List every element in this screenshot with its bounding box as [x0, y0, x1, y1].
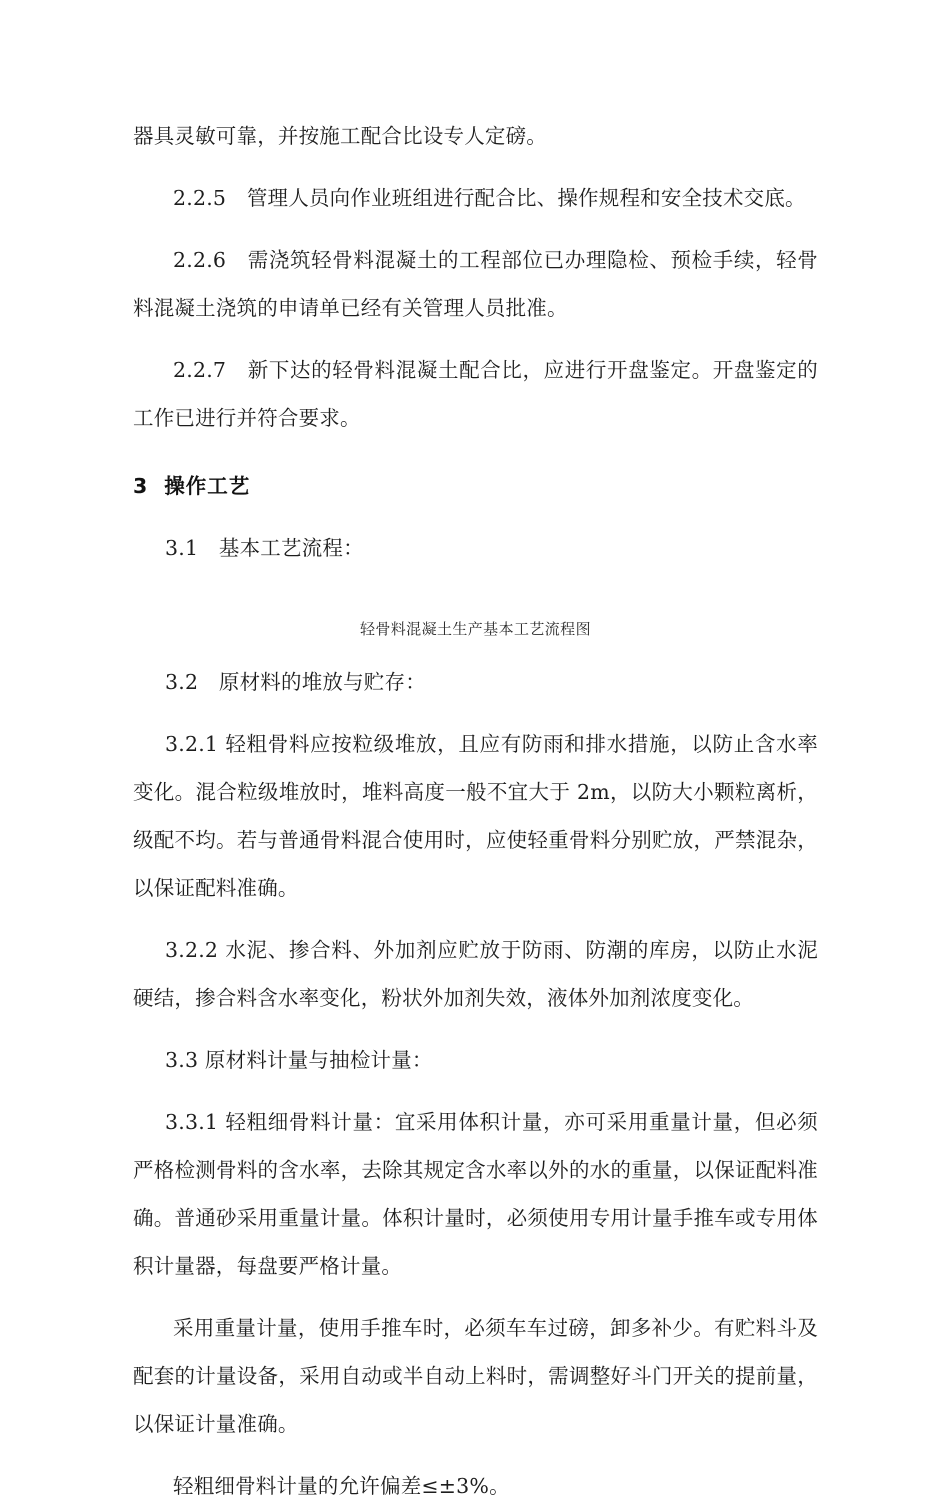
spacer [133, 442, 818, 462]
process-flow-figure [133, 572, 818, 644]
clause-3-3: 3.3 原材料计量与抽检计量： [165, 1048, 433, 1072]
paragraph-weight-metering: 采用重量计量，使用手推车时，必须车车过磅，卸多补少。有贮料斗及配套的计量设备，采用自动或半自动上料时，需调整好斗门开关的提前量，以保证计量准确。 [133, 1316, 818, 1436]
spacer [133, 510, 818, 524]
clause-3-2-1: 3.2.1 轻粗骨料应按粒级堆放，且应有防雨和排水措施，以防止含水率变化。混合粒级堆放时，堆料高度一般不宜大于 2m，以防大小颗粒离析，级配不均。若与普通骨料混合使用时，应使轻重骨料分别贮放，严禁混杂，以保证配料准确。 [133, 732, 818, 900]
clause-3-1: 3.1 基本工艺流程： [165, 536, 364, 560]
clause-3-3-1: 3.3.1 轻粗细骨料计量：宜采用体积计量，亦可采用重量计量，但必须严格检测骨料的含水率，去除其规定含水率以外的水的重量，以保证配料准确。普通砂采用重量计量。体积计量时，必须使用专用计量手推车或专用体积计量器，每盘要严格计量。 [133, 1110, 818, 1278]
section-heading-3 [133, 462, 818, 510]
spacer [133, 644, 818, 658]
spacer [133, 332, 818, 346]
clause-2-2-5: 2.2.5 管理人员向作业班组进行配合比、操作规程和安全技术交底。 [173, 186, 806, 210]
clause-2-2-6: 2.2.6 需浇筑轻骨料混凝土的工程部位已办理隐检、预检手续，轻骨料混凝土浇筑的申请单已经有关管理人员批准。 [133, 248, 818, 320]
spacer [133, 1022, 818, 1036]
section-heading-3-number: 3 [133, 474, 149, 498]
spacer [133, 1290, 818, 1304]
spacer [133, 706, 818, 720]
clause-2-2-7: 2.2.7 新下达的轻骨料混凝土配合比，应进行开盘鉴定。开盘鉴定的工作已进行并符合要求。 [133, 358, 818, 430]
process-flow-figure-canvas [133, 572, 818, 614]
clause-3-2-2: 3.2.2 水泥、掺合料、外加剂应贮放于防雨、防潮的库房，以防止水泥硬结，掺合料含水率变化，粉状外加剂失效，液体外加剂浓度变化。 [133, 938, 818, 1010]
clause-3-2: 3.2 原材料的堆放与贮存： [165, 670, 426, 694]
spacer [133, 160, 818, 174]
spacer [133, 222, 818, 236]
document-body [133, 112, 818, 1510]
paragraph-tolerance: 轻粗细骨料计量的允许偏差≤±3%。 [173, 1474, 510, 1498]
process-flow-figure-caption: 轻骨料混凝土生产基本工艺流程图 [359, 620, 591, 638]
spacer [133, 1084, 818, 1098]
section-heading-3-title: 操作工艺 [164, 474, 251, 498]
spacer [133, 1448, 818, 1462]
paragraph-continuation: 器具灵敏可靠，并按施工配合比设专人定磅。 [133, 124, 547, 148]
spacer [133, 912, 818, 926]
